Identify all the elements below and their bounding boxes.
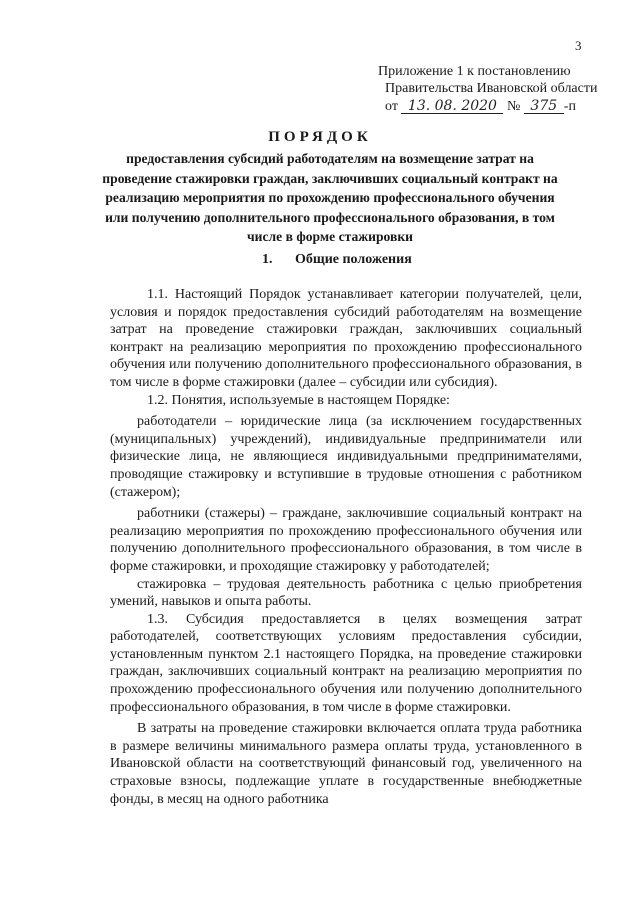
section-heading bbox=[262, 252, 412, 268]
definition-workers: работники (стажеры) – граждане, заключившие социальный контракт на реализацию мероприятия по прохождению профессионального обучения или получению дополнительного профессионального образования, в том числе в форме стажировки, и проходящие стажировку у работодателей; bbox=[110, 506, 582, 574]
paragraph-1-1: 1.1. Настоящий Порядок устанавливает категории получателей, цели, условия и порядок предоставления субсидий работодателям на возмещение затрат на проведение стажировки граждан, заключивших социальный контракт на реализацию мероприятия по прохождению профессионального обучения или получению дополнительного профессионального образования, в том числе в форме стажировки (далее – субсидии или субсидия). bbox=[110, 287, 582, 390]
handwritten-date: 13. 08. 2020 bbox=[401, 99, 503, 114]
section-number: 1. bbox=[262, 252, 273, 267]
document-subtitle: предоставления субсидий работодателям на возмещение затрат на проведение стажировки граждан, заключивших социальный контракт на реализацию мероприятия по прохождению профессионального обучения или получению дополнительного профессионального образования, в том числе в форме стажировки bbox=[102, 151, 558, 244]
date-prefix: от bbox=[385, 99, 398, 114]
page-number: 3 bbox=[575, 38, 582, 53]
definition-internship: стажировка – трудовая деятельность работника с целью приобретения умений, навыков и опыта работы. bbox=[110, 576, 582, 610]
section-title: Общие положения bbox=[295, 252, 412, 267]
paragraph-1-2: 1.2. Понятия, используемые в настоящем Порядке: bbox=[147, 392, 450, 408]
definition-employers: работодатели – юридические лица (за исключением государственных (муниципальных) учреждений), индивидуальные предприниматели или физические лица, не являющиеся индивидуальными предпринимателями, проводящие стажировку и вступившие в трудовые отношения с работником (стажером); bbox=[110, 414, 582, 500]
paragraph-1-3: 1.3. Субсидия предоставляется в целях возмещения затрат работодателей, соответствующих условиям предоставления субсидии, установленным пунктом 2.1 настоящего Порядка, на проведение стажировки граждан, заключивших социальный контракт на реализацию мероприятия по прохождению профессионального обучения или получению дополнительного профессионального образования, в том числе в форме стажировки. bbox=[110, 611, 582, 715]
paragraph-costs: В затраты на проведение стажировки включается оплата труда работника в размере величины минимального размера оплаты труда, установленного в Ивановской области на соответствующий финансовый год, увеличенного на страховые взносы, подлежащие уплате в государственные внебюджетные фонды, в месяц на одного работника bbox=[110, 721, 582, 807]
document-body bbox=[110, 286, 582, 808]
handwritten-number: 375 bbox=[524, 99, 564, 114]
appendix-line-1: Приложение 1 к постановлению bbox=[378, 64, 571, 79]
appendix-date-row bbox=[378, 98, 628, 115]
appendix-line-2: Правительства Ивановской области bbox=[385, 81, 598, 96]
document-title: ПОРЯДОК bbox=[268, 129, 372, 145]
number-prefix: № bbox=[506, 99, 521, 114]
number-suffix: -п bbox=[563, 99, 576, 114]
appendix-header bbox=[378, 63, 628, 115]
